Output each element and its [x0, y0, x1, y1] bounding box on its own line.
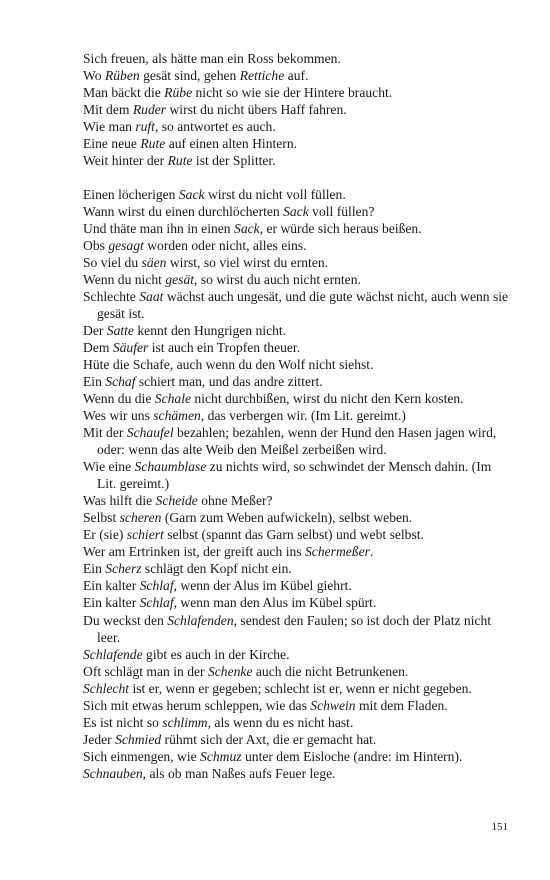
keyword-italic: gesagt: [108, 238, 144, 254]
proverb-line: Hüte die Schafe, auch wenn du den Wolf nicht siehst.: [83, 357, 374, 373]
proverb-line: Jeder Schmied rühmt sich der Axt, die er gemacht hat.: [83, 731, 377, 747]
proverb-line: Wes wir uns schämen, das verbergen wir. (Im Lit. gereimt.): [83, 408, 406, 424]
keyword-italic: Ruder: [132, 102, 167, 118]
proverb-line: Sich freuen, als hätte man ein Ross bekommen.: [83, 51, 341, 66]
proverb-line: Dem Säufer ist auch ein Tropfen theuer.: [83, 340, 301, 356]
proverb-line: Schnauben, als ob man Naßes aufs Feuer lege.: [83, 765, 336, 781]
proverb-line: Wie eine Schaumblase zu nichts wird, so schwindet der Mensch dahin. (Im Lit. gereimt.): [83, 459, 492, 492]
keyword-italic: Schwein: [310, 697, 356, 713]
keyword-italic: scheren: [119, 510, 162, 526]
proverb-line: Was hilft die Scheide ohne Meßer?: [83, 493, 273, 509]
proverb-line: Wo Rüben gesät sind, gehen Rettiche auf.: [83, 68, 309, 84]
proverb-text-block: [83, 50, 510, 782]
proverb-line: Schlecht ist er, wenn er gegeben; schlecht ist er, wenn er nicht gegeben.: [83, 680, 472, 696]
proverb-line: Schlafende gibt es auch in der Kirche.: [83, 646, 290, 662]
keyword-italic: Schenke: [207, 663, 253, 679]
keyword-italic: Schlaf: [139, 578, 174, 594]
keyword-italic: Sack: [234, 221, 260, 237]
proverb-line: Es ist nicht so schlimm, als wenn du es nicht hast.: [83, 714, 354, 730]
proverb-line: Ein kalter Schlaf, wenn man den Alus im Kübel spürt.: [83, 595, 377, 611]
proverb-line: Mit dem Ruder wirst du nicht übers Haff fahren.: [83, 102, 347, 118]
keyword-italic: Schale: [154, 391, 192, 407]
proverb-line: Wenn du die Schale nicht durchbißen, wirst du nicht den Kern kosten.: [83, 391, 464, 407]
proverb-group-r: [83, 50, 510, 169]
keyword-italic: Schnauben: [83, 765, 143, 781]
keyword-italic: Schaumblase: [134, 459, 207, 475]
keyword-italic: schlimm: [162, 714, 208, 730]
proverb-line: Sich mit etwas herum schleppen, wie das Schwein mit dem Fladen.: [83, 697, 448, 713]
proverb-line: Ein Schaf schiert man, und das andre zittert.: [83, 374, 323, 390]
proverb-line: Ein Scherz schlägt den Kopf nicht ein.: [83, 561, 292, 577]
keyword-italic: Sack: [283, 204, 309, 220]
keyword-italic: Scherz: [105, 561, 142, 577]
proverb-line: Du weckst den Schlafenden, sendest den Faulen; so ist doch der Platz nicht leer.: [83, 612, 492, 645]
proverb-line: Er (sie) schiert selbst (spannt das Garn selbst) und webt selbst.: [83, 527, 424, 543]
keyword-italic: ruft: [135, 119, 155, 135]
proverb-line: Oft schlägt man in der Schenke auch die nicht Betrunkenen.: [83, 663, 409, 679]
keyword-italic: Schlaf: [139, 595, 174, 611]
proverb-line: Ein kalter Schlaf, wenn der Alus im Kübel giehrt.: [83, 578, 352, 594]
stanza-gap: [83, 169, 510, 186]
proverb-group-s: [83, 186, 510, 782]
keyword-italic: Schlafenden: [167, 612, 234, 628]
proverb-line: Selbst scheren (Garn zum Weben aufwickeln), selbst weben.: [83, 510, 413, 526]
proverb-line: Weit hinter der Rute ist der Splitter.: [83, 153, 276, 169]
keyword-italic: Rettiche: [239, 68, 285, 84]
keyword-italic: schiert: [126, 527, 164, 543]
proverb-line: Schlechte Saat wächst auch ungesät, und die gute wächst nicht, auch wenn sie gesät ist.: [83, 289, 509, 322]
proverb-line: Der Satte kennt den Hungrigen nicht.: [83, 323, 287, 339]
keyword-italic: Schaf: [105, 374, 136, 390]
keyword-italic: gesät: [165, 272, 195, 288]
proverb-line: Mit der Schaufel bezahlen; bezahlen, wenn der Hund den Hasen jagen wird, oder: wenn das alte Weib den Meißel zerbeißen wird.: [83, 425, 497, 458]
proverb-line: Man bäckt die Rübe nicht so wie sie der Hintere braucht.: [83, 85, 393, 101]
proverb-line: Sich einmengen, wie Schmuz unter dem Eisloche (andre: im Hintern).: [83, 748, 463, 764]
proverb-line: Und thäte man ihn in einen Sack, er würde sich heraus beißen.: [83, 221, 422, 237]
keyword-italic: Rüben: [104, 68, 140, 84]
keyword-italic: Schermeßer: [305, 544, 370, 560]
proverb-line: Einen löcherigen Sack wirst du nicht voll füllen.: [83, 187, 346, 203]
keyword-italic: Rübe: [164, 85, 193, 101]
keyword-italic: Saat: [139, 289, 164, 305]
keyword-italic: Sack: [178, 187, 205, 203]
keyword-italic: Säufer: [112, 340, 149, 356]
keyword-italic: Rute: [167, 153, 193, 169]
keyword-italic: Rute: [140, 136, 166, 152]
proverb-line: So viel du säen wirst, so viel wirst du ernten.: [83, 255, 329, 271]
keyword-italic: Schlafende: [83, 646, 143, 662]
keyword-italic: Satte: [106, 323, 134, 339]
proverb-line: Wenn du nicht gesät, so wirst du auch nicht ernten.: [83, 272, 361, 288]
keyword-italic: Schaufel: [126, 425, 174, 441]
proverb-line: Wer am Ertrinken ist, der greift auch ins Schermeßer.: [83, 544, 374, 560]
proverb-line: Wie man ruft, so antwortet es auch.: [83, 119, 276, 135]
keyword-italic: Scheide: [155, 493, 198, 509]
keyword-italic: Schlecht: [83, 680, 130, 696]
keyword-italic: Schmied: [115, 731, 162, 747]
proverb-line: Wann wirst du einen durchlöcherten Sack voll füllen?: [83, 204, 375, 220]
proverb-line: Obs gesagt worden oder nicht, alles eins.: [83, 238, 307, 254]
keyword-italic: Schmuz: [200, 748, 242, 764]
keyword-italic: schämen: [153, 408, 201, 424]
proverb-line: Eine neue Rute auf einen alten Hintern.: [83, 136, 298, 152]
page-number: 151: [491, 821, 508, 833]
keyword-italic: säen: [141, 255, 167, 271]
